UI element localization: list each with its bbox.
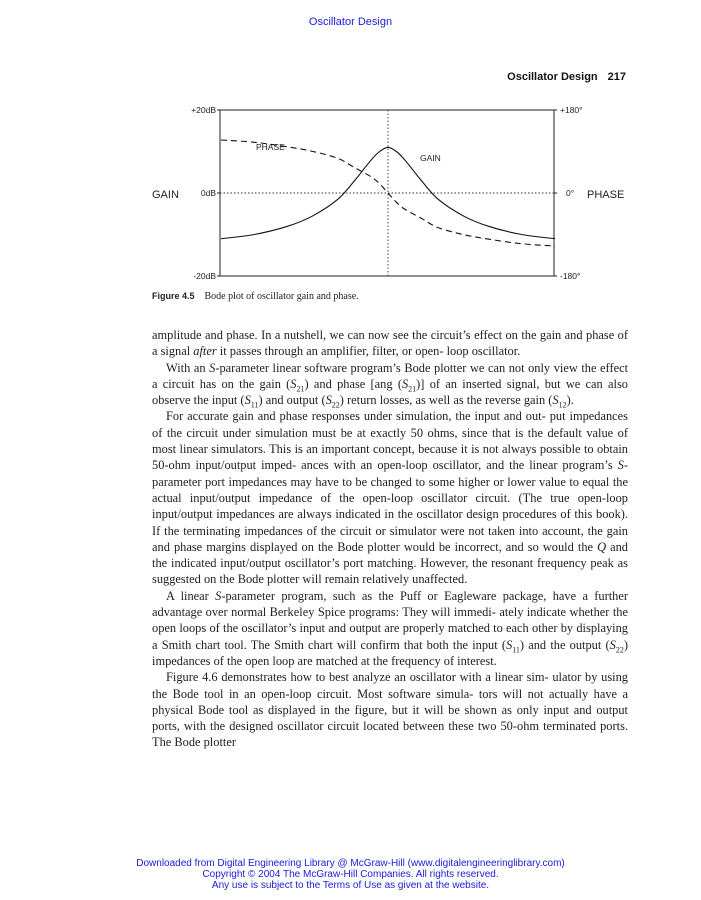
download-footer[interactable] [0, 858, 701, 891]
page-number: 217 [607, 71, 626, 83]
paragraph: With an S-parameter linear software program’s Bode plotter we can not only view the effect a circuit has on the gain $(S_{21})$ and phase [ang $(S_{21})$] of an inserted signal, but we can also observe the input $(S_{11})$ and output $(S_{22})$ return losses, as well as the reverse gain $(S_{12})$. [152, 360, 629, 410]
left-tick-top: +20dB [191, 105, 216, 115]
running-title: Oscillator Design [507, 71, 598, 83]
paragraph: For accurate gain and phase responses under simulation, the input and out- put impedances of the circuit under simulation must be at exactly 50 ohms, since that is the default value of most linear simulators. This is an important concept, because it is not always possible to obtain 50-ohm input/output imped- ances with an open-loop oscillator, and the linear program’s S-parameter port impedances may have to be changed to some higher or lower value to equal the actual input/output impedance of the open-loop oscillator circuit. (The true open-loop input/output impedances are always indicated in the oscillator design procedures of this book). If the terminating impedances of the circuit or simulator were not taken into account, the gain and phase margins displayed on the Bode plotter would be incorrect, and so would the Q and the indicated input/output oscillator’s port matching. However, the resonant frequency peak as suggested on the Bode plotter will remain relatively unaffected. [152, 409, 629, 587]
footer-line[interactable]: Downloaded from Digital Engineering Library @ McGraw-Hill (www.digitalengineeringlibrary.com) [136, 858, 565, 869]
top-link[interactable]: Oscillator Design [308, 16, 393, 28]
left-tick-middle: 0dB [200, 188, 216, 198]
gain-curve-label: GAIN [420, 153, 441, 163]
figure-caption-text: Bode plot of oscillator gain and phase. [204, 291, 359, 302]
phase-curve-label: PHASE [256, 142, 285, 152]
left-axis-title: GAIN [152, 189, 179, 201]
footer-line[interactable]: Copyright © 2004 The McGraw-Hill Companies. All rights reserved. [202, 869, 499, 880]
paragraph: A linear S-parameter program, such as the Puff or Eagleware package, have a further advantage over normal Berkeley Spice programs: They will immedi- ately indicate whether the open loops of the oscillator’s input and output are properly matched to each other by displaying a Smith chart tool. The Smith chart will confirm that both the input $(S_{11})$ and the output $(S_{22})$ impedances of the open loop are matched at the frequency of interest. [152, 588, 628, 668]
right-tick-top: +180° [560, 105, 583, 115]
right-tick-bottom: -180° [560, 271, 581, 281]
body-text [152, 327, 628, 751]
figure-label: Figure 4.5 [152, 291, 195, 301]
paragraph: Figure 4.6 demonstrates how to best analyze an oscillator with a linear sim- ulator by using the Bode tool in an open-loop circuit. Most software simula- tors will not actually have a physical Bode tool as displayed in the figure, but it will be shown as only input and output ports, with the designed oscillator circuit located between these two 50-ohm terminated ports. The Bode plotter [152, 670, 628, 750]
right-axis-title: PHASE [587, 189, 625, 201]
footer-line[interactable]: Any use is subject to the Terms of Use as given at the website. [211, 880, 490, 891]
figure-caption [152, 291, 359, 302]
left-tick-bottom: -20dB [193, 271, 216, 281]
bode-plot [0, 0, 701, 300]
right-tick-middle: 0° [566, 188, 575, 198]
tick-marks [217, 110, 557, 276]
paragraph: amplitude and phase. In a nutshell, we can now see the circuit’s effect on the gain and phase of a signal after it passes through an amplifier, filter, or open- loop oscillator. [152, 328, 628, 359]
